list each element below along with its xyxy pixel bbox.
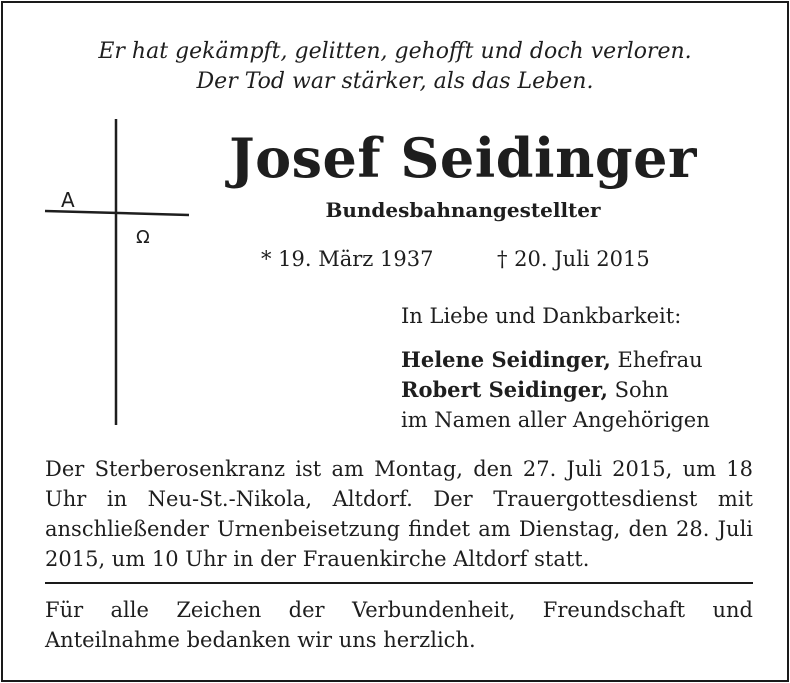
birth-date: * 19. März 1937 <box>261 247 434 271</box>
mourner-name: Robert Seidinger, <box>401 377 608 402</box>
thanks-line-1: Für alle Zeichen der Verbundenheit, Freundschaft und <box>45 598 753 622</box>
motto-line-2: Der Tod war stärker, als das Leben. <box>196 69 594 94</box>
mourner-relation: Sohn <box>607 378 669 402</box>
obituary-card <box>1 1 789 682</box>
mourner-relation: Ehefrau <box>610 348 703 372</box>
thanks-line-2: Anteilnahme bedanken wir uns herzlich. <box>45 628 476 652</box>
announcement-paragraph: Der Sterberosenkranz ist am Montag, den 27. Juli 2015, um 18 Uhr in Neu-St.-Nikola, Altdorf. Der Trauergottesdienst mit anschließender Urnenbeisetzung findet am Dienstag, den 28. Juli 2015, um 10 Uhr in der Frauenkirche Altdorf statt. <box>45 457 753 571</box>
thanks-text <box>45 595 753 655</box>
deceased-occupation: Bundesbahnangestellter <box>325 198 601 222</box>
divider-line <box>45 582 753 584</box>
announcement-text <box>45 454 753 574</box>
mourner-entry <box>401 375 710 405</box>
motto-line-1: Er hat gekämpft, gelitten, gehofft und doch verloren. <box>98 39 692 64</box>
cross-icon <box>43 115 203 430</box>
motto <box>3 3 787 97</box>
mourners-intro: In Liebe und Dankbarkeit: <box>401 304 682 328</box>
alpha-symbol: A <box>61 188 75 212</box>
deceased-name: Josef Seidinger <box>229 126 697 190</box>
mourners-block <box>401 301 710 435</box>
omega-symbol: Ω <box>136 227 150 248</box>
mourners-closing: im Namen aller Angehörigen <box>401 408 710 432</box>
mourner-entry <box>401 345 710 375</box>
mourner-name: Helene Seidinger, <box>401 347 611 372</box>
death-date: † 20. Juli 2015 <box>497 247 650 271</box>
